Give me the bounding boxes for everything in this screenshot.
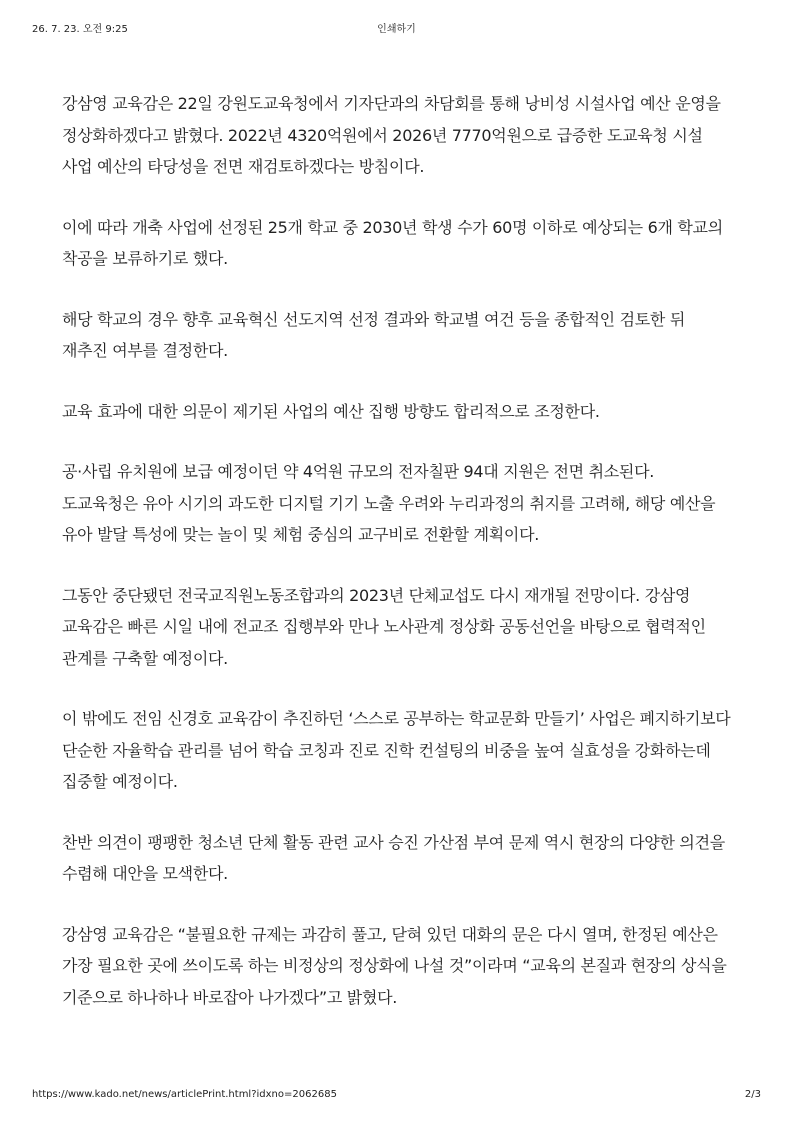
- print-header-title: 인쇄하기: [377, 24, 416, 35]
- article-paragraph: 공·사립 유치원에 보급 예정이던 약 4억원 규모의 전자칠판 94대 지원은 전면 취소된다. 도교육청은 유아 시기의 과도한 디지털 기기 노출 우려와 누리과정의 취지를 고려해, 해당 예산을 유아 발달 특성에 맞는 놀이 및 체험 중심의 교구비로 전환할 계획이다.: [62, 462, 716, 544]
- article-paragraph: 강삼영 교육감은 22일 강원도교육청에서 기자단과의 차담회를 통해 낭비성 시설사업 예산 운영을 정상화하겠다고 밝혔다. 2022년 4320억원에서 2026년 7770억원으로 급증한 도교육청 시설 사업 예산의 타당성을 전면 재검토하겠다는 방침이다.: [62, 94, 721, 176]
- article-paragraph: 이 밖에도 전임 신경호 교육감이 추진하던 ‘스스로 공부하는 학교문화 만들기’ 사업은 폐지하기보다 단순한 자율학습 관리를 넘어 학습 코칭과 진로 진학 컨설팅의 비중을 높여 실효성을 강화하는데 집중할 예정이다.: [62, 709, 731, 791]
- print-footer-url: https://www.kado.net/news/articlePrint.html?idxno=2062685: [32, 1089, 337, 1100]
- article-paragraph: 해당 학교의 경우 향후 교육혁신 선도지역 선정 결과와 학교별 여건 등을 종합적인 검토한 뒤 재추진 여부를 결정한다.: [62, 309, 685, 360]
- article-paragraph: 그동안 중단됐던 전국교직원노동조합과의 2023년 단체교섭도 다시 재개될 전망이다. 강삼영 교육감은 빠른 시일 내에 전교조 집행부와 만나 노사관계 정상화 공동선언을 바탕으로 협력적인 관계를 구축할 예정이다.: [62, 585, 706, 668]
- print-datetime: 26. 7. 23. 오전 9:25: [32, 24, 128, 35]
- article-body: [62, 88, 734, 1042]
- article-paragraph: 강삼영 교육감은 “불필요한 규제는 과감히 풀고, 닫혀 있던 대화의 문은 다시 열며, 한정된 예산은 가장 필요한 곳에 쓰이도록 하는 비정상의 정상화에 나설 것”이라며 “교육의 본질과 현장의 상식을 기준으로 하나하나 바로잡아 나가겠다”고 밝혔다.: [62, 924, 727, 1007]
- article-paragraph: 찬반 의견이 팽팽한 청소년 단체 활동 관련 교사 승진 가산점 부여 문제 역시 현장의 다양한 의견을 수렴해 대안을 모색한다.: [62, 832, 725, 883]
- article-paragraph: 교육 효과에 대한 의문이 제기된 사업의 예산 집행 방향도 합리적으로 조정한다.: [62, 401, 600, 421]
- article-paragraph: 이에 따라 개축 사업에 선정된 25개 학교 중 2030년 학생 수가 60명 이하로 예상되는 6개 학교의 착공을 보류하기로 했다.: [62, 217, 723, 268]
- page-number: 2/3: [744, 1089, 761, 1100]
